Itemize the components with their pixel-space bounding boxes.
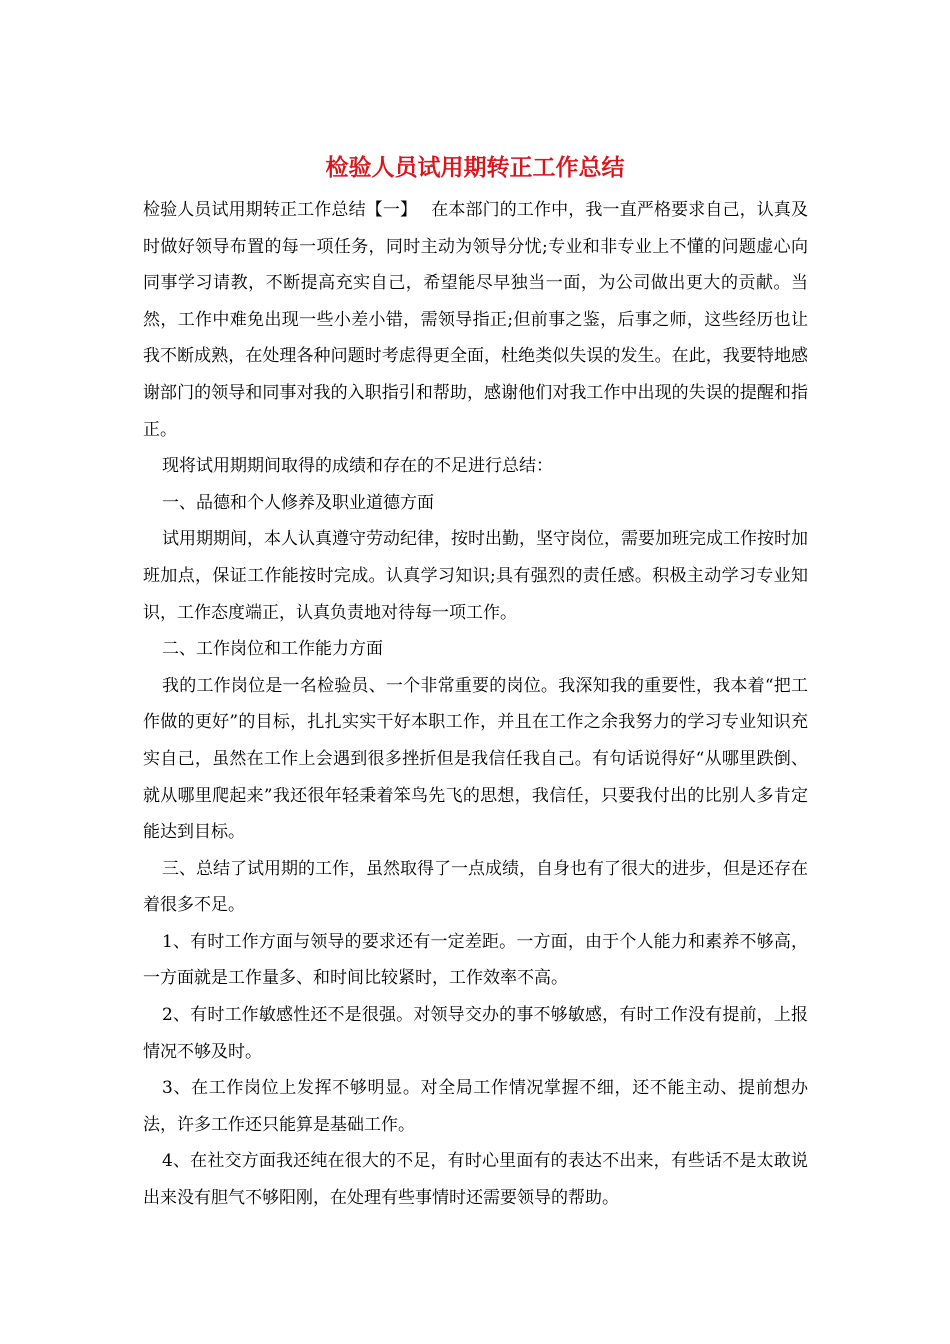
- list-item-shortcoming-3: 3、在工作岗位上发挥不够明显。对全局工作情况掌握不细，还不能主动、提前想办法，许多工作还只能算是基础工作。: [143, 1078, 808, 1135]
- paragraph-intro: 检验人员试用期转正工作总结【一】 在本部门的工作中，我一直严格要求自己，认真及时做好领导布置的每一项任务，同时主动为领导分忧;专业和非专业上不懂的问题虚心向同事学习请教，不断提高充实自己，希望能尽早独当一面，为公司做出更大的贡献。当然，工作中难免出现一些小差小错，需领导指正;但前事之鉴，后事之师，这些经历也让我不断成熟，在处理各种问题时考虑得更全面，杜绝类似失误的发生。在此，我要特地感谢部门的领导和同事对我的入职指引和帮助，感谢他们对我工作中出现的失误的提醒和指正。: [143, 200, 808, 440]
- section-heading-shortcomings: 三、总结了试用期的工作，虽然取得了一点成绩，自身也有了很大的进步，但是还存在着很多不足。: [143, 858, 808, 916]
- document-body: [143, 192, 808, 1217]
- section-heading-position: 二、工作岗位和工作能力方面: [162, 639, 383, 660]
- paragraph-position: 我的工作岗位是一名检验员、一个非常重要的岗位。我深知我的重要性，我本着“把工作做的更好”的目标，扎扎实实干好本职工作，并且在工作之余我努力的学习专业知识充实自己，虽然在工作上会遇到很多挫折但是我信任我自己。有句话说得好“从哪里跌倒、就从哪里爬起来”我还很年轻秉着笨鸟先飞的思想，我信任，只要我付出的比别人多肯定能达到目标。: [143, 675, 808, 843]
- list-item-shortcoming-2: 2、有时工作敏感性还不是很强。对领导交办的事不够敏感，有时工作没有提前，上报情况不够及时。: [143, 1005, 808, 1062]
- list-item-shortcoming-1: 1、有时工作方面与领导的要求还有一定差距。一方面，由于个人能力和素养不够高，一方面就是工作量多、和时间比较紧时，工作效率不高。: [143, 931, 808, 989]
- list-item-shortcoming-4: 4、在社交方面我还纯在很大的不足，有时心里面有的表达不出来，有些话不是太敢说出来没有胆气不够阳刚，在处理有些事情时还需要领导的帮助。: [143, 1151, 808, 1209]
- paragraph-summary-lead: 现将试用期期间取得的成绩和存在的不足进行总结：: [162, 456, 553, 477]
- document-title: 检验人员试用期转正工作总结: [325, 154, 625, 181]
- section-heading-ethics: 一、品德和个人修养及职业道德方面: [162, 492, 434, 513]
- paragraph-ethics: 试用期期间，本人认真遵守劳动纪律，按时出勤，坚守岗位，需要加班完成工作按时加班加点，保证工作能按时完成。认真学习知识;具有强烈的责任感。积极主动学习专业知识，工作态度端正，认真负责地对待每一项工作。: [143, 529, 808, 623]
